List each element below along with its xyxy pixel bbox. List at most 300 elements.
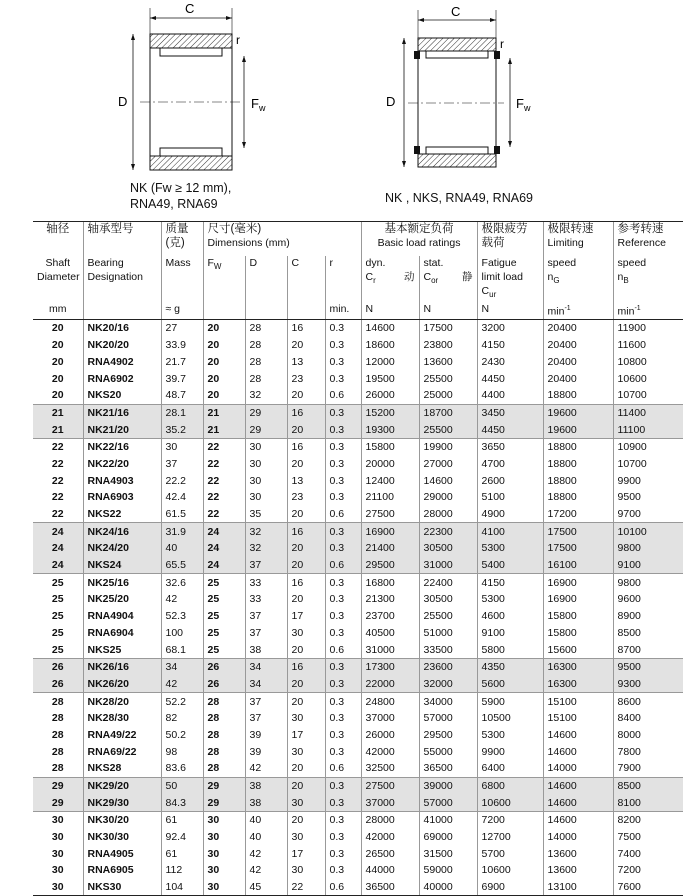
cell-r: 0.3 [325, 862, 361, 879]
cell-fw: 20 [203, 387, 245, 404]
cell-dyn-load: 15200 [361, 404, 419, 421]
cell-limiting-speed: 16100 [543, 557, 613, 574]
cell-designation: NKS25 [83, 641, 161, 658]
cell-stat-load: 59000 [419, 862, 477, 879]
cell-reference-speed: 8900 [613, 608, 683, 625]
header-stat [419, 256, 477, 302]
header-reference-sym [613, 256, 683, 302]
table-row [33, 540, 683, 557]
cell-fatigue-load: 10500 [477, 710, 543, 727]
cell-mass: 39.7 [161, 370, 203, 387]
cell-fatigue-load: 5900 [477, 693, 543, 710]
cell-shaft-diameter: 22 [51, 474, 64, 487]
cell-reference-speed: 7600 [613, 879, 683, 896]
cell-reference-speed: 10800 [613, 353, 683, 370]
cell-c: 20 [287, 641, 325, 658]
cell-mass: 100 [161, 624, 203, 641]
header-limiting-n: n [547, 270, 554, 283]
header-fw-unit [203, 302, 245, 320]
cell-fw: 20 [203, 320, 245, 337]
header-reference-unit-sup: -1 [634, 304, 641, 312]
header-r: r [325, 256, 361, 302]
cell-mass: 61.5 [161, 506, 203, 523]
cell-mass: 42 [161, 591, 203, 608]
cell-reference-speed: 8000 [613, 727, 683, 744]
cell-mass: 92.4 [161, 829, 203, 846]
cell-dyn-load: 42000 [361, 829, 419, 846]
cell-r: 0.6 [325, 760, 361, 777]
cell-mass: 104 [161, 879, 203, 896]
cell-fatigue-load: 5700 [477, 845, 543, 862]
cell-limiting-speed: 15800 [543, 624, 613, 641]
cell-d: 33 [245, 591, 287, 608]
header-mass-unit: ≈ g [161, 302, 203, 320]
cell-r: 0.3 [325, 337, 361, 354]
header-load-zh: 基本额定负荷 [384, 223, 454, 235]
cell-limiting-speed: 16300 [543, 676, 613, 693]
cell-limiting-speed: 19600 [543, 404, 613, 421]
cell-limiting-speed: 14000 [543, 760, 613, 777]
cell-d: 37 [245, 557, 287, 574]
cell-r: 0.3 [325, 421, 361, 438]
cell-mass: 50 [161, 777, 203, 794]
cell-fatigue-load: 4100 [477, 523, 543, 540]
cell-stat-load: 22300 [419, 523, 477, 540]
header-fatigue-zh1: 极限疲劳 [481, 223, 528, 235]
cell-stat-load: 29000 [419, 489, 477, 506]
cell-dyn-load: 26000 [361, 387, 419, 404]
table-row [33, 387, 683, 404]
header-reference [613, 222, 683, 256]
cell-limiting-speed: 15800 [543, 608, 613, 625]
table-row [33, 456, 683, 473]
cell-stat-load: 18700 [419, 404, 477, 421]
cell-stat-load: 25500 [419, 370, 477, 387]
cell-c: 20 [287, 591, 325, 608]
cell-fatigue-load: 6900 [477, 879, 543, 896]
cell-limiting-speed: 15100 [543, 693, 613, 710]
cell-designation: NK28/20 [83, 693, 161, 710]
cell-shaft-diameter: 25 [33, 574, 83, 591]
cell-mass: 21.7 [161, 353, 203, 370]
cell-designation: NK20/20 [83, 337, 161, 354]
cell-r: 0.3 [325, 404, 361, 421]
table-row [33, 523, 683, 540]
cell-stat-load: 32000 [419, 676, 477, 693]
cell-d: 30 [245, 438, 287, 455]
cell-mass: 40 [161, 540, 203, 557]
cell-fw: 20 [203, 353, 245, 370]
header-fatigue-sym: C [481, 284, 490, 297]
table-row [33, 557, 683, 574]
header-mass-en: Mass [161, 256, 203, 302]
cell-c: 17 [287, 845, 325, 862]
cell-shaft-diameter: 29 [33, 794, 83, 811]
cell-reference-speed: 8700 [613, 641, 683, 658]
table-row [33, 624, 683, 641]
table-row [33, 727, 683, 744]
cell-shaft-diameter: 20 [51, 355, 64, 368]
header-dyn-label: dyn. [365, 256, 386, 269]
cell-fatigue-load: 9900 [477, 743, 543, 760]
cell-designation: NK29/30 [83, 794, 161, 811]
cell-fw: 22 [203, 456, 245, 473]
spec-table-body [33, 320, 683, 896]
cell-reference-speed: 9300 [613, 676, 683, 693]
cell-reference-speed: 10100 [613, 523, 683, 540]
right-dim-c: C [451, 4, 461, 19]
cell-r: 0.6 [325, 879, 361, 896]
cell-limiting-speed: 14600 [543, 794, 613, 811]
cell-stat-load: 30500 [419, 591, 477, 608]
cell-dyn-load: 24800 [361, 693, 419, 710]
cell-c: 30 [287, 829, 325, 846]
cell-stat-load: 25500 [419, 608, 477, 625]
header-dyn-unit-text: N [365, 302, 374, 315]
cell-reference-speed: 10700 [613, 387, 683, 404]
cell-shaft-diameter: 30 [33, 879, 83, 896]
cell-d: 28 [245, 370, 287, 387]
cell-fatigue-load: 5300 [477, 540, 543, 557]
cell-shaft-diameter: 29 [33, 777, 83, 794]
cell-r: 0.6 [325, 557, 361, 574]
table-row [33, 777, 683, 794]
cell-dyn-load: 28000 [361, 812, 419, 829]
cell-dyn-load: 19300 [361, 421, 419, 438]
cell-mass: 28.1 [161, 404, 203, 421]
cell-fatigue-load: 9100 [477, 624, 543, 641]
table-row [33, 676, 683, 693]
cell-fatigue-load: 4150 [477, 337, 543, 354]
table-row [33, 658, 683, 675]
cell-fatigue-load: 6800 [477, 777, 543, 794]
header-limiting [543, 222, 613, 256]
cell-designation: RNA4905 [83, 845, 161, 862]
cell-d: 38 [245, 777, 287, 794]
cell-c: 16 [287, 404, 325, 421]
cell-fw: 28 [203, 693, 245, 710]
left-dim-c: C [185, 1, 195, 16]
cell-limiting-speed: 13100 [543, 879, 613, 896]
header-designation [83, 222, 161, 256]
header-reference-unit [613, 302, 683, 320]
cell-r: 0.3 [325, 794, 361, 811]
cell-limiting-speed: 14600 [543, 777, 613, 794]
table-row [33, 320, 683, 337]
header-shaft-en [33, 256, 83, 302]
cell-shaft-diameter: 30 [51, 831, 64, 844]
cell-c: 20 [287, 557, 325, 574]
header-reference-en2: speed [617, 256, 647, 269]
cell-stat-load: 39000 [419, 777, 477, 794]
cell-reference-speed: 9700 [613, 506, 683, 523]
table-row [33, 574, 683, 591]
cell-c: 30 [287, 862, 325, 879]
cell-designation: NK30/30 [83, 829, 161, 846]
left-caption-line1: NK (Fw ≥ 12 mm), [130, 181, 232, 195]
cell-fatigue-load: 5600 [477, 676, 543, 693]
cell-shaft-diameter: 26 [33, 658, 83, 675]
header-fw [203, 256, 245, 302]
table-row [33, 506, 683, 523]
cell-designation: RNA6904 [83, 624, 161, 641]
cell-stat-load: 31000 [419, 557, 477, 574]
cell-fatigue-load: 6400 [477, 760, 543, 777]
header-limiting-unit [543, 302, 613, 320]
cell-designation: NK22/16 [83, 438, 161, 455]
cell-reference-speed: 8100 [613, 794, 683, 811]
header-fatigue-zh2: 载荷 [481, 237, 505, 249]
cell-fatigue-load: 5800 [477, 641, 543, 658]
cell-stat-load: 23800 [419, 337, 477, 354]
table-row [33, 845, 683, 862]
cell-mass: 48.7 [161, 387, 203, 404]
cell-r: 0.3 [325, 727, 361, 744]
cell-c: 20 [287, 421, 325, 438]
table-row [33, 591, 683, 608]
cell-stat-load: 28000 [419, 506, 477, 523]
cell-c: 13 [287, 472, 325, 489]
cell-fatigue-load: 4450 [477, 370, 543, 387]
cell-d: 42 [245, 760, 287, 777]
table-row [33, 710, 683, 727]
cell-fw: 22 [203, 472, 245, 489]
header-limiting-unit-sup: -1 [564, 304, 571, 312]
header-fatigue-en [477, 256, 543, 302]
cell-c: 20 [287, 760, 325, 777]
cell-d: 32 [245, 523, 287, 540]
cell-dyn-load: 16800 [361, 574, 419, 591]
cell-designation: RNA49/22 [83, 727, 161, 744]
cell-reference-speed: 10700 [613, 456, 683, 473]
cell-reference-speed: 9800 [613, 574, 683, 591]
cell-r: 0.3 [325, 777, 361, 794]
cell-fw: 28 [203, 710, 245, 727]
cell-mass: 34 [161, 658, 203, 675]
header-dimensions [203, 222, 361, 256]
header-d-unit [245, 302, 287, 320]
cell-stat-load: 19900 [419, 438, 477, 455]
cell-reference-speed: 9500 [613, 489, 683, 506]
cell-designation: NKS30 [83, 879, 161, 896]
cell-dyn-load: 21400 [361, 540, 419, 557]
cell-designation: NK26/16 [83, 658, 161, 675]
header-designation-zh: 轴承型号 [87, 223, 134, 235]
cell-designation: RNA4904 [83, 608, 161, 625]
cell-reference-speed: 9900 [613, 472, 683, 489]
cell-reference-speed: 9800 [613, 540, 683, 557]
table-row [33, 743, 683, 760]
cell-limiting-speed: 18800 [543, 456, 613, 473]
cell-stat-load: 55000 [419, 743, 477, 760]
cell-fw: 26 [203, 658, 245, 675]
header-shaft-en2: Diameter [37, 270, 80, 283]
cell-dyn-load: 18600 [361, 337, 419, 354]
cell-c: 20 [287, 812, 325, 829]
cell-reference-speed: 11600 [613, 337, 683, 354]
cell-d: 37 [245, 710, 287, 727]
cell-shaft-diameter: 24 [33, 540, 83, 557]
cell-stat-load: 51000 [419, 624, 477, 641]
cell-dyn-load: 27500 [361, 506, 419, 523]
cell-reference-speed: 8200 [613, 812, 683, 829]
table-row [33, 862, 683, 879]
header-shaft-unit: mm [33, 302, 83, 320]
cell-fatigue-load: 4450 [477, 421, 543, 438]
header-load-en: Basic load ratings [377, 237, 461, 249]
cell-stat-load: 57000 [419, 794, 477, 811]
cell-d: 40 [245, 829, 287, 846]
cell-reference-speed: 10600 [613, 370, 683, 387]
cell-mass: 84.3 [161, 794, 203, 811]
cell-mass: 27 [161, 320, 203, 337]
header-dimensions-zh: 尺寸(毫米) [207, 223, 262, 235]
cell-shaft-diameter: 30 [33, 812, 83, 829]
cell-fw: 30 [203, 829, 245, 846]
cell-reference-speed: 7800 [613, 743, 683, 760]
cell-c: 23 [287, 370, 325, 387]
cell-dyn-load: 14600 [361, 320, 419, 337]
cell-reference-speed: 11400 [613, 404, 683, 421]
cell-fw: 21 [203, 404, 245, 421]
table-row [33, 879, 683, 896]
cell-limiting-speed: 16900 [543, 591, 613, 608]
cell-fw: 25 [203, 608, 245, 625]
cell-r: 0.3 [325, 523, 361, 540]
cell-dyn-load: 27500 [361, 777, 419, 794]
cell-fatigue-load: 4350 [477, 658, 543, 675]
cell-fw: 30 [203, 812, 245, 829]
cell-designation: NK21/16 [83, 404, 161, 421]
right-dim-fw-sub: w [523, 103, 531, 113]
cell-shaft-diameter: 28 [51, 745, 64, 758]
cell-designation: NKS22 [83, 506, 161, 523]
right-bearing-drawing [386, 4, 531, 167]
header-c-unit [287, 302, 325, 320]
cell-d: 42 [245, 845, 287, 862]
cell-mass: 65.5 [161, 557, 203, 574]
cell-r: 0.3 [325, 456, 361, 473]
cell-stat-load: 25500 [419, 421, 477, 438]
cell-designation: RNA6903 [83, 489, 161, 506]
cell-dyn-load: 31000 [361, 641, 419, 658]
header-shaft-zh: 轴径 [46, 223, 70, 235]
header-fatigue-en1: Fatigue [481, 256, 517, 269]
cell-limiting-speed: 14000 [543, 829, 613, 846]
cell-designation: NK21/20 [83, 421, 161, 438]
cell-c: 16 [287, 523, 325, 540]
cell-limiting-speed: 18800 [543, 472, 613, 489]
header-reference-unit-text: min [617, 305, 635, 318]
cell-dyn-load: 23700 [361, 608, 419, 625]
cell-mass: 61 [161, 845, 203, 862]
left-bearing-drawing [118, 1, 266, 170]
cell-limiting-speed: 18800 [543, 489, 613, 506]
header-reference-sub: B [623, 275, 629, 285]
table-row [33, 472, 683, 489]
cell-r: 0.3 [325, 540, 361, 557]
cell-dyn-load: 19500 [361, 370, 419, 387]
table-row [33, 421, 683, 438]
cell-c: 20 [287, 337, 325, 354]
cell-designation: NKS28 [83, 760, 161, 777]
cell-limiting-speed: 14600 [543, 812, 613, 829]
cell-fatigue-load: 3650 [477, 438, 543, 455]
cell-mass: 32.6 [161, 574, 203, 591]
header-load [361, 222, 477, 256]
cell-reference-speed: 10900 [613, 438, 683, 455]
cell-dyn-load: 21300 [361, 591, 419, 608]
cell-mass: 82 [161, 710, 203, 727]
cell-limiting-speed: 16900 [543, 574, 613, 591]
table-row [33, 829, 683, 846]
cell-shaft-diameter: 20 [33, 320, 83, 337]
cell-r: 0.3 [325, 845, 361, 862]
cell-fw: 25 [203, 624, 245, 641]
cell-d: 37 [245, 608, 287, 625]
cell-fatigue-load: 4400 [477, 387, 543, 404]
cell-c: 20 [287, 506, 325, 523]
cell-reference-speed: 8400 [613, 710, 683, 727]
cell-c: 30 [287, 624, 325, 641]
cell-c: 30 [287, 794, 325, 811]
cell-shaft-diameter: 30 [51, 847, 64, 860]
cell-shaft-diameter: 28 [33, 693, 83, 710]
header-d: D [245, 256, 287, 302]
cell-reference-speed: 8500 [613, 777, 683, 794]
header-stat-sym: C [423, 270, 432, 283]
cell-fatigue-load: 5300 [477, 591, 543, 608]
cell-reference-speed: 11900 [613, 320, 683, 337]
cell-stat-load: 36500 [419, 760, 477, 777]
cell-fw: 29 [203, 794, 245, 811]
header-r-unit: min. [325, 302, 361, 320]
cell-mass: 52.3 [161, 608, 203, 625]
cell-dyn-load: 40500 [361, 624, 419, 641]
cell-fw: 22 [203, 506, 245, 523]
cell-designation: NKS24 [83, 557, 161, 574]
cell-limiting-speed: 13600 [543, 862, 613, 879]
cell-r: 0.3 [325, 743, 361, 760]
cell-c: 22 [287, 879, 325, 896]
cell-limiting-speed: 15600 [543, 641, 613, 658]
cell-shaft-diameter: 25 [51, 643, 64, 656]
header-limiting-en1: Limiting [547, 237, 584, 249]
cell-d: 40 [245, 812, 287, 829]
header-fatigue-unit: N [477, 302, 543, 320]
cell-c: 20 [287, 676, 325, 693]
cell-d: 30 [245, 489, 287, 506]
right-dim-d: D [386, 94, 396, 109]
cell-c: 13 [287, 353, 325, 370]
cell-stat-load: 22400 [419, 574, 477, 591]
header-dyn [361, 256, 419, 302]
cell-d: 33 [245, 574, 287, 591]
cell-c: 20 [287, 456, 325, 473]
cell-c: 16 [287, 658, 325, 675]
cell-r: 0.3 [325, 320, 361, 337]
cell-fw: 25 [203, 591, 245, 608]
cell-c: 17 [287, 608, 325, 625]
cell-dyn-load: 44000 [361, 862, 419, 879]
cell-c: 17 [287, 727, 325, 744]
left-caption-line2: RNA49, RNA69 [130, 197, 218, 211]
cell-stat-load: 27000 [419, 456, 477, 473]
cell-mass: 61 [161, 812, 203, 829]
cell-d: 30 [245, 472, 287, 489]
header-stat-unit [419, 302, 477, 320]
cell-dyn-load: 12400 [361, 472, 419, 489]
